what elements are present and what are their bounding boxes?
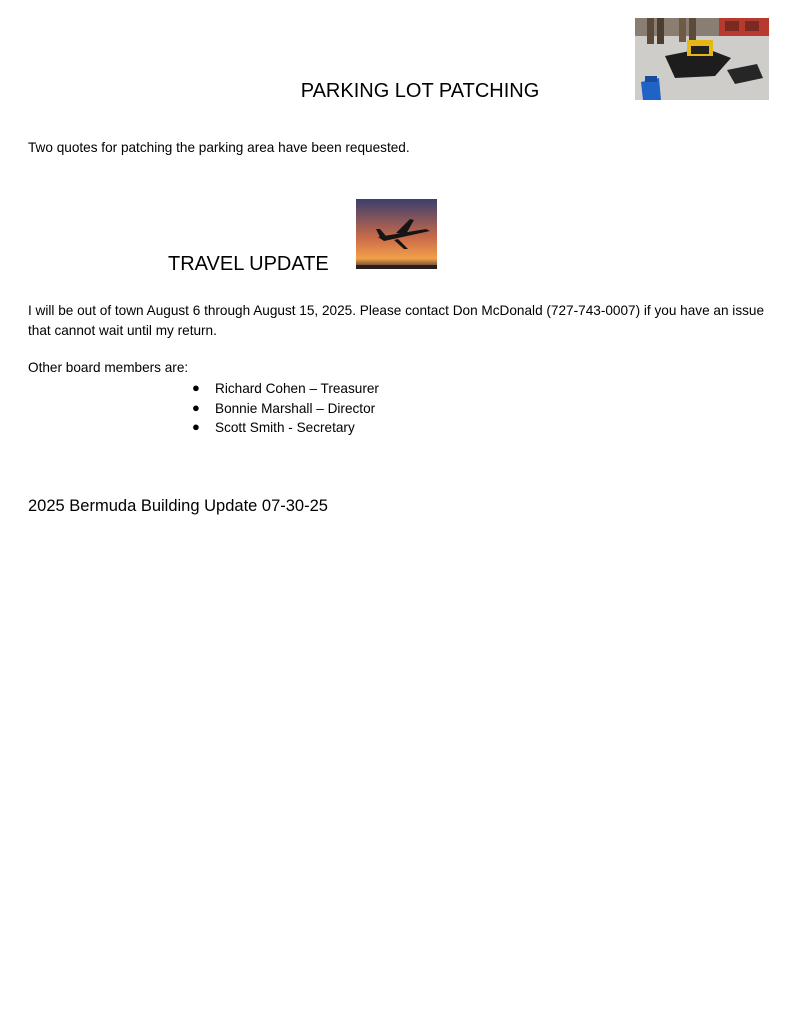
board-member-name: Bonnie Marshall – Director <box>215 400 376 416</box>
board-member-name: Richard Cohen – Treasurer <box>215 381 379 396</box>
airplane-sunset-photo <box>356 199 437 269</box>
travel-section-title: TRAVEL UPDATE <box>168 253 329 275</box>
board-members-intro: Other board members are: <box>28 360 189 375</box>
bullet-icon: ● <box>192 419 200 434</box>
parking-section-text: Two quotes for patching the parking area have been requested. <box>28 140 410 155</box>
parking-section-title: PARKING LOT PATCHING <box>300 80 540 102</box>
bullet-icon: ● <box>192 399 200 415</box>
bullet-icon: ● <box>192 380 200 395</box>
list-item <box>192 399 379 419</box>
board-member-name: Scott Smith - Secretary <box>215 420 355 435</box>
travel-section-text: I will be out of town August 6 through August 15, 2025. Please contact Don McDonald (727-743-0007) if you have an issue that cannot wait until my return. <box>28 303 765 338</box>
list-item <box>192 379 379 399</box>
bermuda-update-link[interactable]: 2025 Bermuda Building Update 07-30-25 <box>28 497 328 515</box>
board-members-list <box>192 379 379 438</box>
list-item <box>192 418 379 438</box>
